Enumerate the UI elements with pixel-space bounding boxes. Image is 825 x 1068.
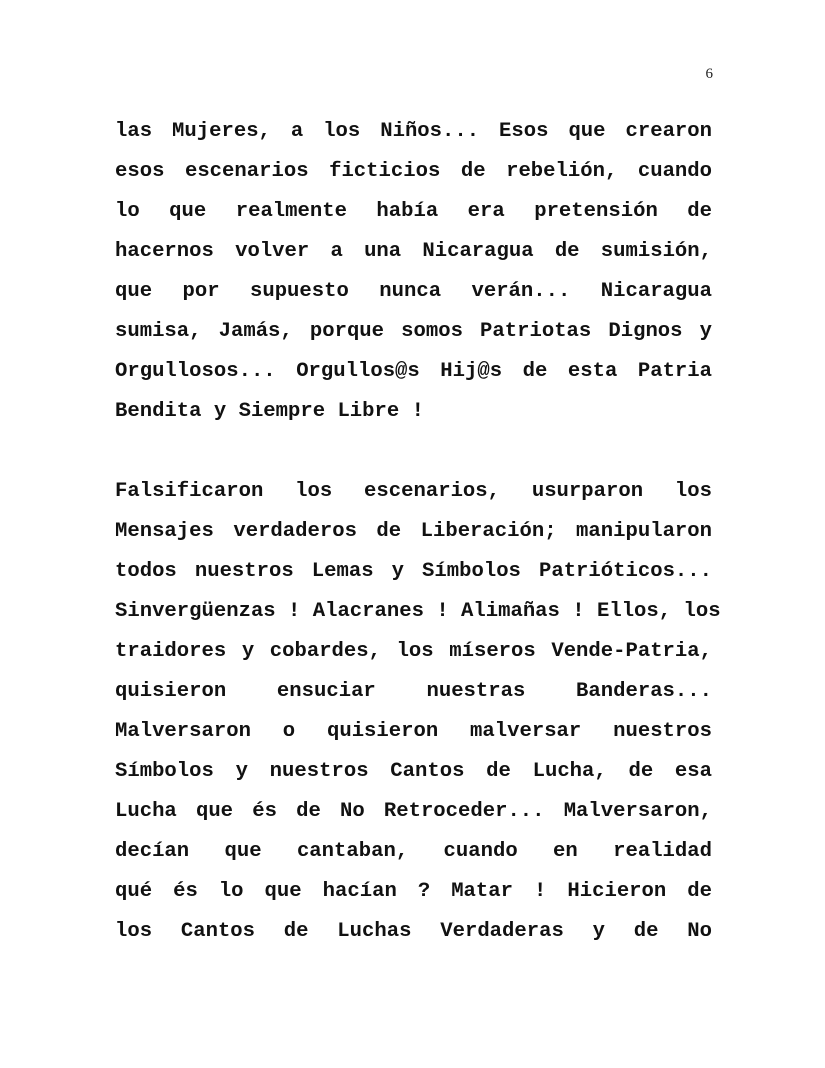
text-line: los Cantos de Luchas Verdaderas y de No bbox=[115, 920, 712, 943]
text-line: Sinvergüenzas ! Alacranes ! Alimañas ! Ellos, los bbox=[115, 600, 721, 623]
text-line: quisieron ensuciar nuestras Banderas... bbox=[115, 680, 712, 703]
paragraph-2 bbox=[115, 472, 721, 952]
text-line: Falsificaron los escenarios, usurparon los bbox=[115, 480, 712, 503]
text-line: sumisa, Jamás, porque somos Patriotas Dignos y bbox=[115, 320, 712, 343]
paragraph-1 bbox=[115, 112, 712, 432]
text-line: Símbolos y nuestros Cantos de Lucha, de esa bbox=[115, 760, 712, 783]
text-line: Lucha que és de No Retroceder... Malversaron, bbox=[115, 800, 712, 823]
text-line: hacernos volver a una Nicaragua de sumisión, bbox=[115, 240, 712, 263]
text-line: Mensajes verdaderos de Liberación; manipularon bbox=[115, 520, 712, 543]
text-line: qué és lo que hacían ? Matar ! Hicieron de bbox=[115, 880, 712, 903]
text-line: decían que cantaban, cuando en realidad bbox=[115, 840, 712, 863]
text-line: que por supuesto nunca verán... Nicaragua bbox=[115, 280, 712, 303]
text-line: lo que realmente había era pretensión de bbox=[115, 200, 712, 223]
text-line: Orgullosos... Orgullos@s Hij@s de esta Patria bbox=[115, 360, 712, 383]
text-line: todos nuestros Lemas y Símbolos Patrióticos... bbox=[115, 560, 712, 583]
text-line: las Mujeres, a los Niños... Esos que crearon bbox=[115, 120, 712, 143]
text-line: esos escenarios ficticios de rebelión, cuando bbox=[115, 160, 712, 183]
text-line: Bendita y Siempre Libre ! bbox=[115, 400, 424, 423]
page-number: 6 bbox=[705, 66, 713, 82]
text-line: traidores y cobardes, los míseros Vende-Patria, bbox=[115, 640, 712, 663]
text-line: Malversaron o quisieron malversar nuestros bbox=[115, 720, 712, 743]
